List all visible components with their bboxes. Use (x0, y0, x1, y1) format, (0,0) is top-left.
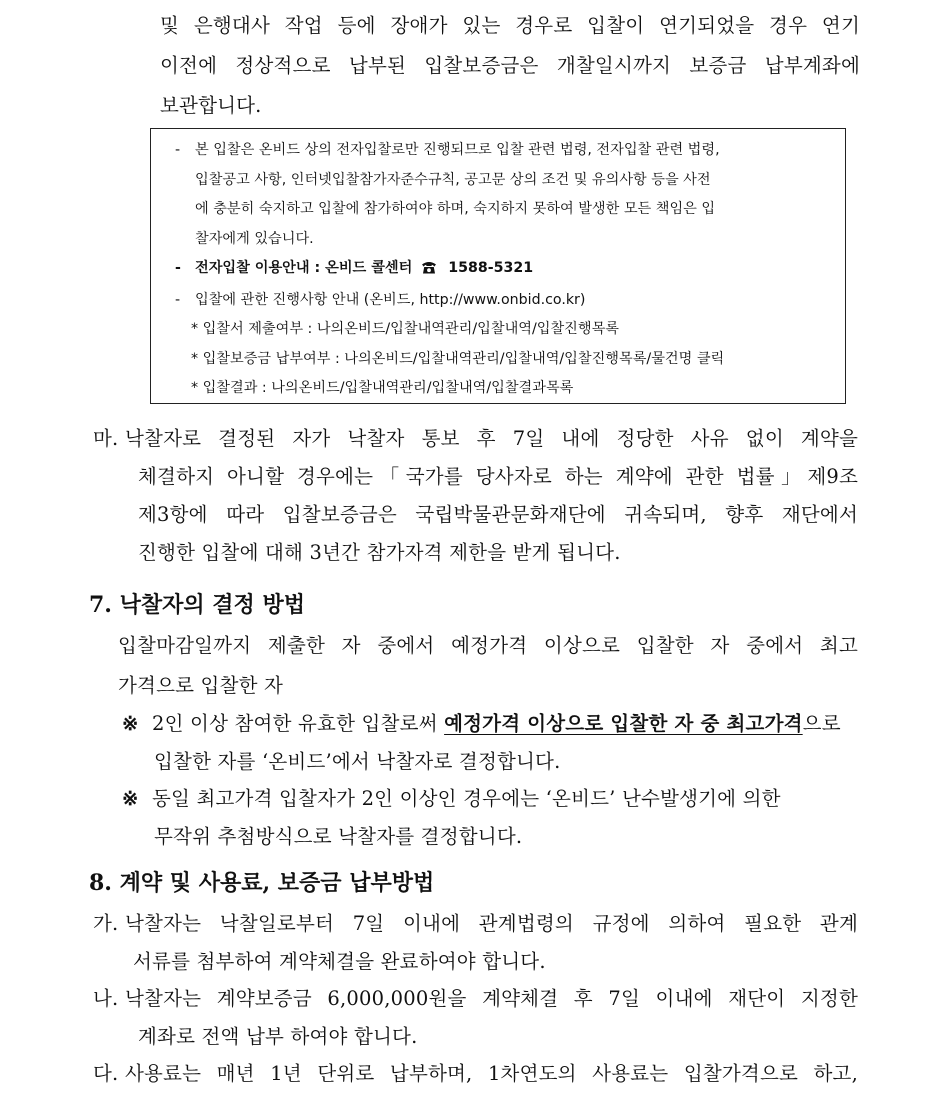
notice-box (150, 128, 846, 404)
notice-subitem (169, 374, 835, 404)
dash-bullet: - (175, 260, 181, 276)
continuation-line: 및 은행대사 작업 등에 장애가 있는 경우로 입찰이 연기되었을 경우 연기 (160, 14, 860, 37)
reference-mark: ※ (122, 712, 139, 735)
item-marker: 가. (93, 912, 119, 935)
section-8-item-da (93, 1055, 858, 1093)
continuation-line: 이전에 정상적으로 납부된 입찰보증금은 개찰일시까지 보증금 납부계좌에 (160, 54, 860, 77)
dash-bullet: - (175, 142, 181, 158)
paragraph-text: 낙찰자로 결정된 자가 낙찰자 통보 후 7일 내에 정당한 사유 없이 계약을 (125, 427, 858, 450)
paragraph-line: 서류를 첨부하여 계약체결을 완료하여야 합니다. (133, 950, 546, 973)
notice-line: 입찰공고 사항, 인터넷입찰참가자준수규칙, 공고문 상의 조건 및 유의사항 등을 사전 (195, 171, 711, 188)
notice-subitem (169, 345, 835, 375)
notice-subitem (169, 315, 835, 345)
note-emphasis: 예정가격 이상으로 입찰한 자 중 최고가격 (444, 712, 803, 735)
item-marker: 다. (93, 1062, 119, 1085)
paragraph-line: 체결하지 아니할 경우에는「국가를 당사자로 하는 계약에 관한 법률」제9조 (138, 465, 858, 488)
paragraph-line (93, 905, 858, 943)
paragraph-line: 제3항에 따라 입찰보증금은 국립박물관문화재단에 귀속되며, 향후 재단에서 (138, 503, 858, 526)
note-line (122, 780, 858, 818)
section-7-heading: 7. 낙찰자의 결정 방법 (89, 592, 305, 618)
continuation-line: 보관합니다. (160, 94, 262, 117)
section-8-heading: 8. 계약 및 사용료, 보증금 납부방법 (89, 870, 435, 896)
section-8-item-ga (93, 905, 858, 981)
paragraph-line (93, 420, 858, 458)
paragraph-text: 낙찰자는 낙찰일로부터 7일 이내에 관계법령의 규정에 의하여 필요한 관계 (125, 912, 858, 935)
body-line: 가격으로 입찰한 자 (118, 674, 284, 697)
notice-line: 에 충분히 숙지하고 입찰에 참가하여야 하며, 숙지하지 못하여 발생한 모든 책임은 입 (195, 201, 716, 217)
paragraph-line: 계좌로 전액 납부 하여야 합니다. (138, 1025, 418, 1048)
note-text-post: 으로 (802, 712, 841, 735)
subitem-line: * 입찰보증금 납부여부 : 나의온비드/입찰내역관리/입찰내역/입찰진행목록/물건명 클릭 (191, 350, 725, 367)
body-line: 입찰마감일까지 제출한 자 중에서 예정가격 이상으로 입찰한 자 중에서 최고 (118, 634, 858, 657)
item-marker: 마. (93, 427, 119, 450)
note-line: 입찰한 자를 ‘온비드’에서 낙찰자로 결정합니다. (154, 750, 561, 773)
callcenter-line (195, 254, 835, 286)
section-7-note-1 (122, 705, 858, 781)
paragraph-line: 진행한 입찰에 대해 3년간 참가자격 제한을 받게 됩니다. (138, 541, 621, 564)
dash-bullet: - (175, 291, 181, 308)
note-line: 무작위 추첨방식으로 낙찰자를 결정합니다. (154, 825, 523, 848)
notice-item-progress (169, 286, 835, 316)
paragraph-text: 낙찰자는 계약보증금 6,000,000원을 계약체결 후 7일 이내에 재단이 지정한 (125, 987, 858, 1010)
paragraph-line (93, 1055, 858, 1093)
notice-line: 찰자에게 있습니다. (195, 230, 314, 247)
paragraph-ma (93, 420, 858, 572)
notice-item (169, 136, 835, 254)
subitem-line: * 입찰서 제출여부 : 나의온비드/입찰내역관리/입찰내역/입찰진행목록 (191, 321, 619, 337)
section-7-body (118, 626, 858, 706)
reference-mark: ※ (122, 787, 139, 810)
telephone-icon-svg (421, 260, 437, 274)
progress-guide-line: 입찰에 관한 진행사항 안내 (온비드, http://www.onbid.co.kr) (195, 291, 586, 308)
note-line (122, 705, 858, 743)
section-8-item-na (93, 980, 858, 1056)
callcenter-text: 전자입찰 이용안내 : 온비드 콜센터 (195, 260, 413, 276)
item-marker: 나. (93, 987, 119, 1010)
continuation-paragraph (160, 6, 860, 126)
note-text: 동일 최고가격 입찰자가 2인 이상인 경우에는 ‘온비드’ 난수발생기에 의한 (152, 787, 781, 810)
note-text-pre: 2인 이상 참여한 유효한 입찰로써 (152, 712, 445, 735)
telephone-icon (421, 256, 437, 286)
notice-item-callcenter (169, 254, 835, 286)
callcenter-phone: 1588-5321 (448, 260, 534, 276)
section-7-note-2 (122, 780, 858, 856)
subitem-line: * 입찰결과 : 나의온비드/입찰내역관리/입찰내역/입찰결과목록 (191, 380, 574, 396)
paragraph-text: 사용료는 매년 1년 단위로 납부하며, 1차연도의 사용료는 입찰가격으로 하고, (125, 1062, 858, 1085)
paragraph-line (93, 980, 858, 1018)
notice-line: 본 입찰은 온비드 상의 전자입찰로만 진행되므로 입찰 관련 법령, 전자입찰 관련 법령, (195, 142, 720, 158)
